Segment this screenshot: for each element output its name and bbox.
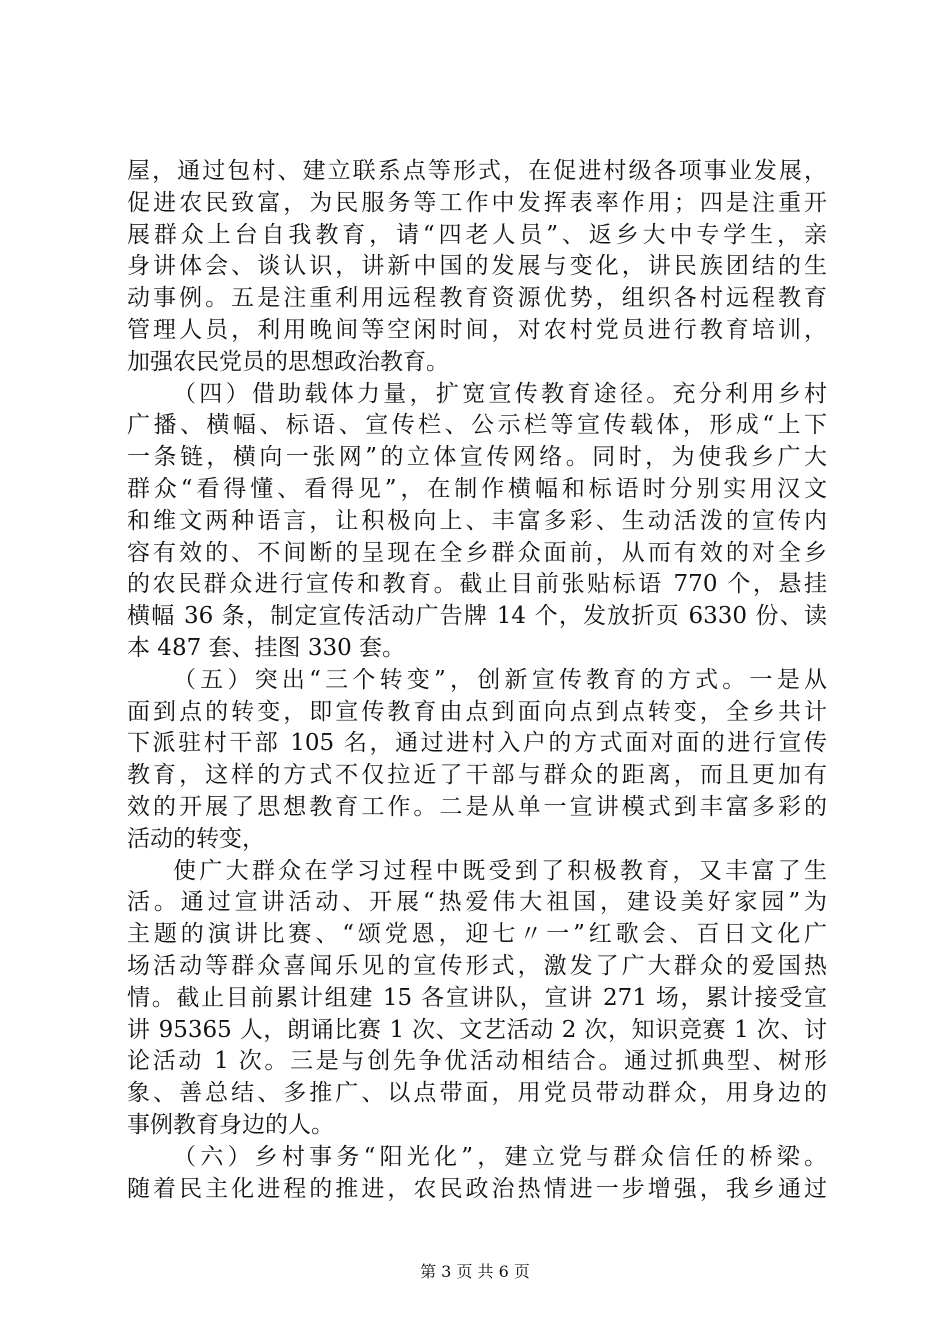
text-line: 场活动等群众喜闻乐见的宣传形式，激发了广大群众的爱国热 [127,952,827,979]
text-line: 面到点的转变，即宣传教育由点到面向点到点转变，全乡共计 [127,698,827,725]
text-line: 一条链，横向一张网”的立体宣传网络。同时，为使我乡广大 [127,444,827,471]
document-body [127,156,827,1205]
text-line: 主题的演讲比赛、“颂党恩，迎七〃一”红歌会、百日文化广 [127,921,827,948]
text-line: 随着民主化进程的推进，农民政治热情进一步增强，我乡通过 [127,1175,827,1202]
text-line: 屋，通过包村、建立联系点等形式，在促进村级各项事业发展， [127,158,827,184]
text-line: 横幅 36 条，制定宣传活动广告牌 14 个，发放折页 6330 份、读 [127,603,827,630]
paragraph-heading-4: （四）借助载体力量，扩宽宣传教育途径。充分利用乡村 [173,380,827,407]
text-line: 事例教育身边的人。 [127,1111,334,1138]
text-line: 情。截止目前累计组建 15 各宣讲队，宣讲 271 场，累计接受宣 [127,984,827,1011]
text-line: 教育，这样的方式不仅拉近了干部与群众的距离，而且更加有 [127,762,827,789]
text-line: 和维文两种语言，让积极向上、丰富多彩、生动活泼的宣传内 [127,507,827,534]
page-footer: 第 3 页 共 6 页 [420,1262,530,1281]
text-line: 展群众上台自我教育，请“四老人员”、返乡大中专学生，亲 [127,221,827,248]
text-line: 管理人员，利用晚间等空闲时间，对农村党员进行教育培训， [127,316,827,343]
text-line: 效的开展了思想教育工作。二是从单一宣讲模式到丰富多彩的 [127,793,827,820]
text-line: 讲 95365 人，朗诵比赛 1 次、文艺活动 2 次，知识竞赛 1 次、讨 [127,1016,827,1043]
paragraph-heading-5: （五）突出“三个转变”，创新宣传教育的方式。一是从 [173,666,827,693]
text-line: 的农民群众进行宣传和教育。截止目前张贴标语 770 个，悬挂 [127,571,827,598]
text-line: 论活动 1 次。三是与创先争优活动相结合。通过抓典型、树形 [127,1048,827,1075]
text-line: 广播、横幅、标语、宣传栏、公示栏等宣传载体，形成“上下 [127,412,827,439]
text-line: 活动的转变， [127,825,265,852]
text-line: 下派驻村干部 105 名，通过进村入户的方式面对面的进行宣传 [127,730,827,757]
text-line: 群众“看得懂、看得见”，在制作横幅和标语时分别实用汉文 [127,475,827,502]
text-line: 活。通过宣讲活动、开展“热爱伟大祖国，建设美好家园”为 [127,889,827,916]
text-line: 促进农民致富，为民服务等工作中发挥表率作用；四是注重开 [127,189,827,216]
text-line: 象、善总结、多推广、以点带面，用党员带动群众，用身边的 [127,1080,827,1107]
paragraph-heading-6: （六）乡村事务“阳光化”，建立党与群众信任的桥梁。 [173,1143,827,1170]
text-line: 本 487 套、挂图 330 套。 [127,634,406,661]
text-line: 加强农民党员的思想政治教育。 [127,348,449,375]
text-line: 动事例。五是注重利用远程教育资源优势，组织各村远程教育 [127,285,827,312]
text-line: 容有效的、不间断的呈现在全乡群众面前，从而有效的对全乡 [127,539,827,566]
text-line: 身讲体会、谈认识，讲新中国的发展与变化，讲民族团结的生 [127,253,827,280]
paragraph-start: 使广大群众在学习过程中既受到了积极教育，又丰富了生 [173,857,827,884]
